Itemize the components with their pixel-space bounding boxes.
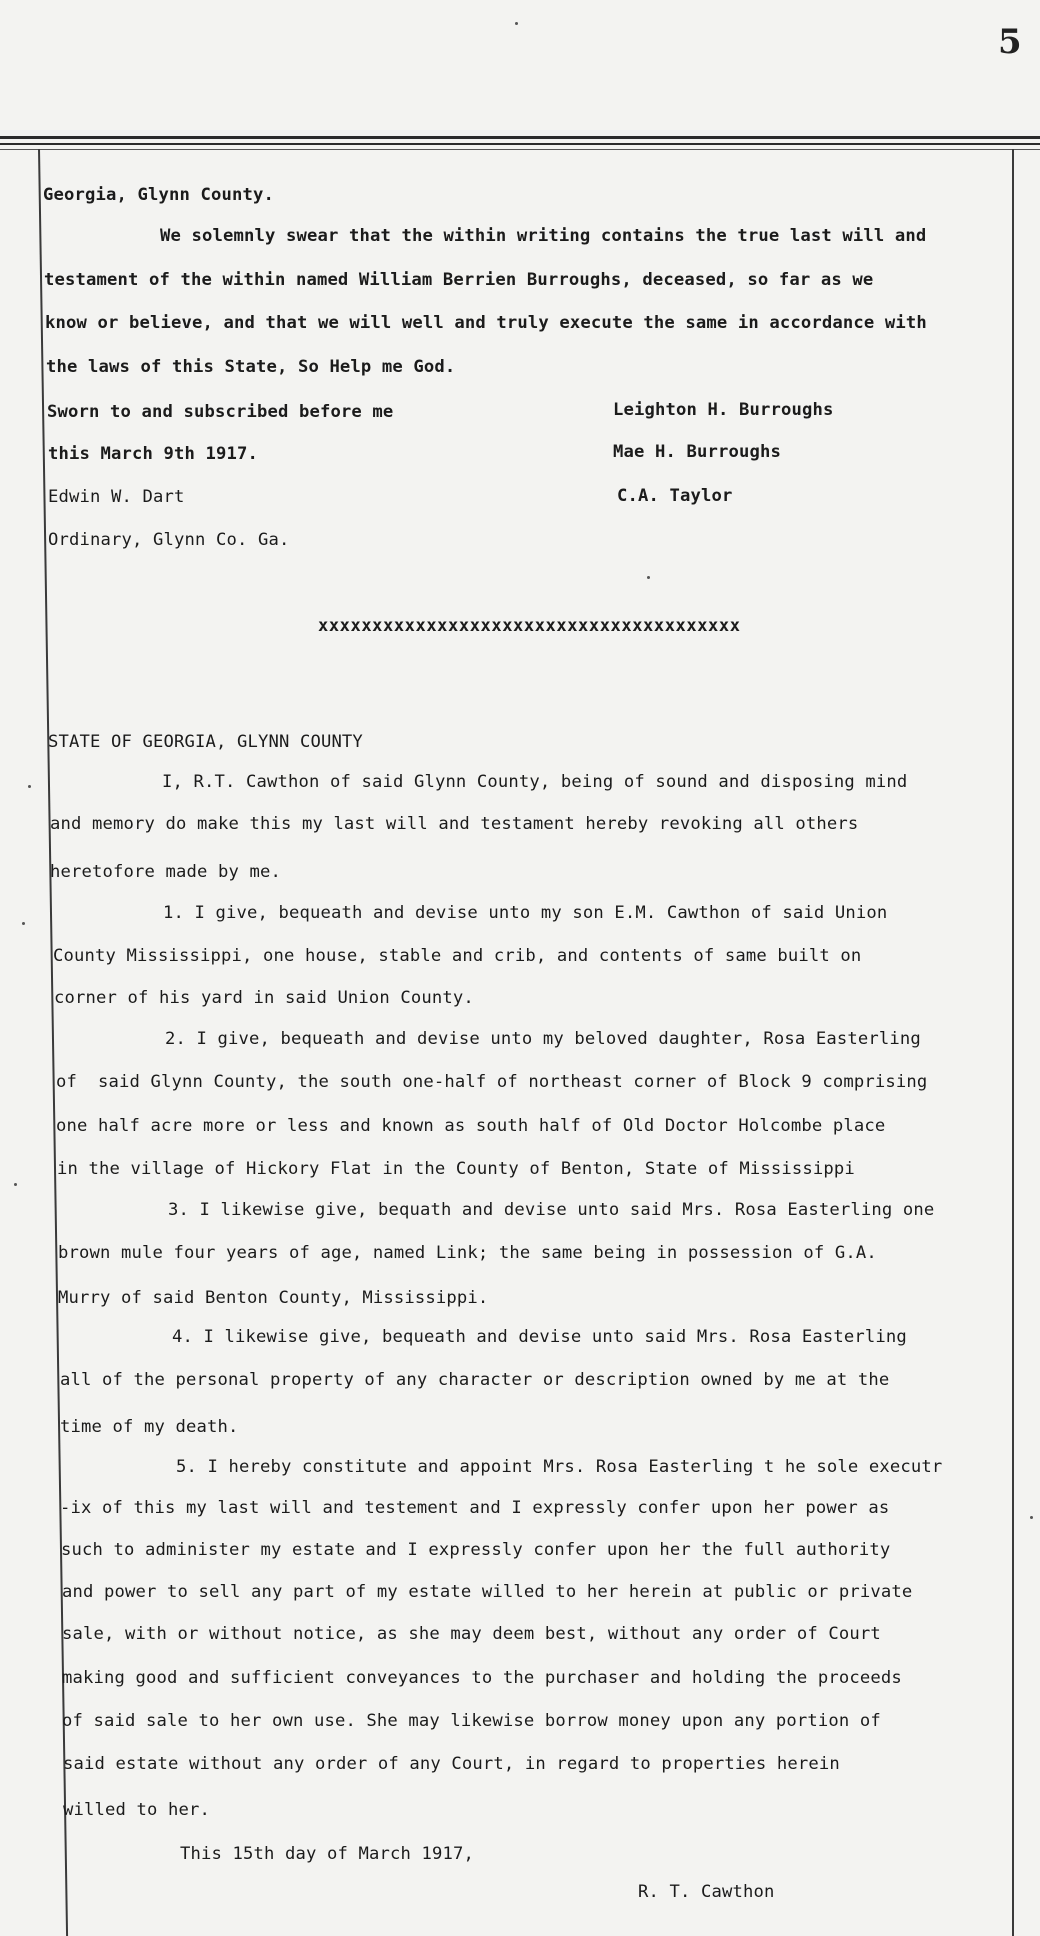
will-line: one half acre more or less and known as south half of Old Doctor Holcombe place: [56, 1116, 886, 1136]
scan-speck: [1030, 1516, 1033, 1519]
will-line: and power to sell any part of my estate willed to her herein at public or private: [62, 1582, 913, 1602]
will-line: 2. I give, bequeath and devise unto my beloved daughter, Rosa Easterling: [165, 1029, 921, 1049]
page-number: 5: [998, 22, 1022, 62]
scan-speck: [22, 922, 25, 925]
top-rule: [0, 136, 1040, 139]
will-line: corner of his yard in said Union County.: [54, 988, 474, 1008]
will-line: all of the personal property of any character or description owned by me at the: [60, 1370, 890, 1390]
will-line: said estate without any order of any Court, in regard to properties herein: [63, 1754, 840, 1774]
will-line: County Mississippi, one house, stable and crib, and contents of same built on: [53, 946, 862, 966]
will-line: 4. I likewise give, bequeath and devise unto said Mrs. Rosa Easterling: [172, 1327, 907, 1347]
jurat-line: this March 9th 1917.: [48, 444, 258, 464]
witness-signature: Leighton H. Burroughs: [613, 400, 834, 420]
will-line: 1. I give, bequeath and devise unto my son E.M. Cawthon of said Union: [163, 903, 888, 923]
will-line: Murry of said Benton County, Mississippi.: [58, 1288, 489, 1308]
witness-signature: Mae H. Burroughs: [613, 442, 781, 462]
will-line: of said Glynn County, the south one-half of northeast corner of Block 9 comprising: [56, 1072, 928, 1092]
jurat-line: Edwin W. Dart: [48, 487, 185, 507]
testator-signature: R. T. Cawthon: [638, 1882, 775, 1902]
witness-signature: C.A. Taylor: [617, 486, 733, 506]
will-line: I, R.T. Cawthon of said Glynn County, being of sound and disposing mind: [162, 772, 908, 792]
scan-speck: [14, 1183, 17, 1186]
will-date-line: This 15th day of March 1917,: [180, 1844, 474, 1864]
oath-heading: Georgia, Glynn County.: [43, 185, 274, 205]
will-heading: STATE OF GEORGIA, GLYNN COUNTY: [48, 732, 363, 752]
oath-line: testament of the within named William Berrien Burroughs, deceased, so far as we: [44, 270, 874, 290]
will-line: of said sale to her own use. She may likewise borrow money upon any portion of: [62, 1711, 881, 1731]
right-border-line: [1012, 149, 1014, 1936]
will-line: 3. I likewise give, bequath and devise unto said Mrs. Rosa Easterling one: [168, 1200, 935, 1220]
top-rule-3: [0, 149, 1040, 150]
oath-line: the laws of this State, So Help me God.: [46, 357, 456, 377]
oath-line: know or believe, and that we will well and truly execute the same in accordance with: [45, 313, 927, 333]
oath-line: We solemnly swear that the within writing contains the true last will and: [160, 226, 927, 246]
will-line: brown mule four years of age, named Link; the same being in possession of G.A.: [58, 1243, 877, 1263]
will-line: -ix of this my last will and testement and I expressly confer upon her power as: [60, 1498, 890, 1518]
will-line: and memory do make this my last will and testament hereby revoking all others: [50, 814, 859, 834]
top-rule-2: [0, 143, 1040, 145]
will-line: making good and sufficient conveyances to the purchaser and holding the proceeds: [62, 1668, 902, 1688]
will-line: such to administer my estate and I expressly confer upon her the full authority: [61, 1540, 891, 1560]
jurat-line: Sworn to and subscribed before me: [47, 402, 394, 422]
jurat-line: Ordinary, Glynn Co. Ga.: [48, 530, 290, 550]
section-separator: xxxxxxxxxxxxxxxxxxxxxxxxxxxxxxxxxxxxxxx: [318, 616, 741, 636]
scan-speck: [515, 22, 518, 25]
will-line: sale, with or without notice, as she may deem best, without any order of Court: [62, 1624, 881, 1644]
scan-speck: [647, 576, 650, 579]
scan-speck: [28, 785, 31, 788]
will-line: time of my death.: [60, 1417, 239, 1437]
will-line: willed to her.: [63, 1800, 210, 1820]
will-line: 5. I hereby constitute and appoint Mrs. Rosa Easterling t he sole executr: [176, 1457, 943, 1477]
will-line: heretofore made by me.: [50, 862, 281, 882]
will-line: in the village of Hickory Flat in the County of Benton, State of Mississippi: [57, 1159, 855, 1179]
